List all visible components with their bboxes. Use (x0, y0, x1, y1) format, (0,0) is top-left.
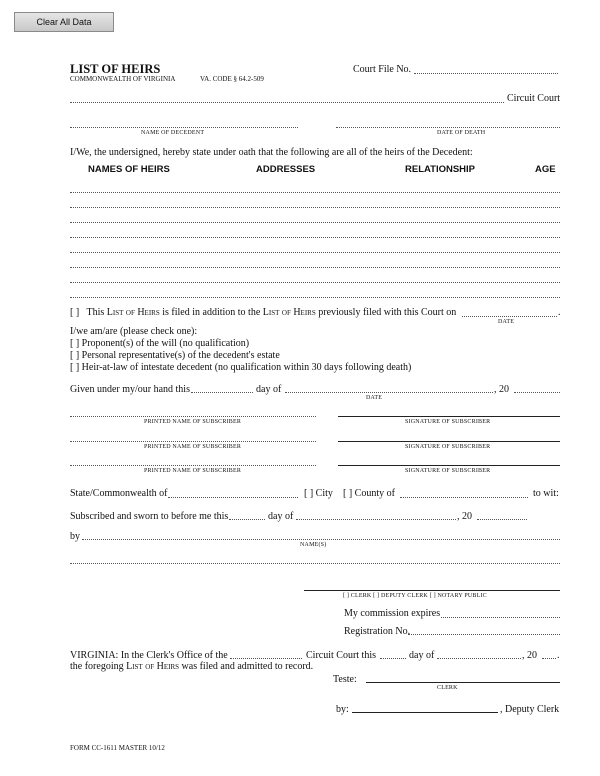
oath-text: I/We, the undersigned, hereby state under oath that the following are all of the heirs of the Decedent: (70, 147, 473, 158)
printed-name-field[interactable] (70, 465, 316, 466)
column-header-relationship: RELATIONSHIP (405, 164, 476, 175)
printed-name-label: PRINTED NAME OF SUBSCRIBER (144, 419, 242, 425)
heir-row[interactable] (70, 297, 560, 298)
teste-label: Teste: (333, 674, 357, 685)
by-label: by: (336, 704, 349, 715)
option-heir-at-law[interactable]: [ ] Heir-at-law of intestate decedent (no qualification within 30 days following death) (70, 362, 412, 373)
clerk-month-field[interactable] (437, 658, 521, 659)
given-prefix: Given under my/our hand this (70, 384, 190, 395)
heir-row[interactable] (70, 252, 560, 253)
registration-field[interactable] (408, 634, 560, 635)
additional-filing-checkbox[interactable]: [ ] (70, 307, 80, 318)
county-field[interactable] (400, 497, 528, 498)
circuit-court-field[interactable] (70, 102, 504, 103)
names-label: NAME(S) (300, 542, 327, 548)
column-header-age: AGE (535, 164, 556, 175)
signature-field[interactable] (338, 416, 560, 417)
signature-label: SIGNATURE OF SUBSCRIBER (405, 444, 491, 450)
sworn-comma20: , 20 (457, 511, 472, 522)
additional-filing-line: [ ] This List of Heirs is filed in addition to the List of Heirs previously filed with this Court on (70, 307, 457, 318)
clerk-office-prefix: VIRGINIA: In the Clerk's Office of the (70, 650, 228, 661)
deputy-clerk-field[interactable] (352, 712, 498, 713)
deputy-clerk-label: , Deputy Clerk (500, 704, 560, 715)
printed-name-field[interactable] (70, 416, 316, 417)
given-comma20: , 20 (494, 384, 509, 395)
clear-all-data-button[interactable]: Clear All Data (14, 12, 114, 32)
clerk-day-of: day of (409, 650, 435, 661)
heir-row[interactable] (70, 222, 560, 223)
clerk-year-field[interactable] (542, 658, 556, 659)
check-heading: I/we am/are (please check one): (70, 326, 198, 337)
decedent-name-label: NAME OF DECEDENT (141, 130, 205, 136)
clerk-day-field[interactable] (380, 658, 406, 659)
column-header-addresses: ADDRESSES (256, 164, 316, 175)
option-proponent[interactable]: [ ] Proponent(s) of the will (no qualification) (70, 338, 250, 349)
sworn-day-of: day of (268, 511, 294, 522)
form-footer: FORM CC-1611 MASTER 10/12 (70, 744, 165, 752)
clerk-label: CLERK (437, 685, 458, 691)
date-of-death-field[interactable] (336, 127, 560, 128)
subtitle: COMMONWEALTH OF VIRGINIA (70, 75, 176, 83)
court-file-label: Court File No. (353, 64, 412, 75)
clerk-end: . (557, 650, 560, 661)
heir-row[interactable] (70, 267, 560, 268)
period: . (558, 307, 561, 318)
page-title: LIST OF HEIRS (70, 62, 161, 76)
previous-filing-date-field[interactable] (462, 316, 557, 317)
given-date-label: DATE (366, 395, 383, 401)
given-month-field[interactable] (285, 392, 493, 393)
heir-row[interactable] (70, 207, 560, 208)
heir-row[interactable] (70, 192, 560, 193)
sworn-names-field[interactable] (82, 539, 560, 540)
printed-name-field[interactable] (70, 441, 316, 442)
officer-options[interactable]: [ ] CLERK [ ] DEPUTY CLERK [ ] NOTARY PUBLIC (343, 593, 487, 599)
signature-field[interactable] (338, 465, 560, 466)
sworn-by: by (70, 531, 80, 542)
to-wit: to wit: (533, 488, 559, 499)
given-year-field[interactable] (514, 392, 560, 393)
given-day-of: day of (256, 384, 282, 395)
circuit-court-label: Circuit Court (507, 93, 561, 104)
decedent-name-field[interactable] (70, 127, 298, 128)
commission-label: My commission expires (344, 608, 441, 619)
heir-row[interactable] (70, 282, 560, 283)
clerk-comma20: , 20 (522, 650, 537, 661)
sworn-names-field-2[interactable] (70, 563, 560, 564)
sworn-day-field[interactable] (229, 519, 265, 520)
given-day-field[interactable] (191, 392, 253, 393)
city-checkbox[interactable]: [ ] City (304, 488, 333, 499)
printed-name-label: PRINTED NAME OF SUBSCRIBER (144, 444, 242, 450)
column-header-names: NAMES OF HEIRS (88, 164, 170, 175)
sworn-year-field[interactable] (477, 519, 527, 520)
commission-field[interactable] (441, 617, 560, 618)
clerk-court-field[interactable] (230, 658, 302, 659)
officer-signature-field[interactable] (304, 590, 560, 591)
sworn-month-field[interactable] (296, 519, 456, 520)
sworn-prefix: Subscribed and sworn to before me this (70, 511, 229, 522)
county-checkbox[interactable]: [ ] County of (343, 488, 395, 499)
code-reference: VA. CODE § 64.2-509 (200, 75, 264, 83)
signature-label: SIGNATURE OF SUBSCRIBER (405, 468, 491, 474)
date-of-death-label: DATE OF DEATH (437, 130, 486, 136)
clerk-circuit-label: Circuit Court this (306, 650, 376, 661)
heir-row[interactable] (70, 237, 560, 238)
signature-field[interactable] (338, 441, 560, 442)
clerk-signature-field[interactable] (366, 682, 560, 683)
state-field[interactable] (168, 497, 298, 498)
court-file-field[interactable] (414, 73, 558, 74)
date-label: DATE (498, 319, 515, 325)
signature-label: SIGNATURE OF SUBSCRIBER (405, 419, 491, 425)
state-label: State/Commonwealth of (70, 488, 168, 499)
option-personal-representative[interactable]: [ ] Personal representative(s) of the decedent's estate (70, 350, 280, 361)
registration-label: Registration No. (344, 626, 411, 637)
clerk-office-line2: the foregoing List of Heirs was filed and admitted to record. (70, 661, 314, 672)
printed-name-label: PRINTED NAME OF SUBSCRIBER (144, 468, 242, 474)
